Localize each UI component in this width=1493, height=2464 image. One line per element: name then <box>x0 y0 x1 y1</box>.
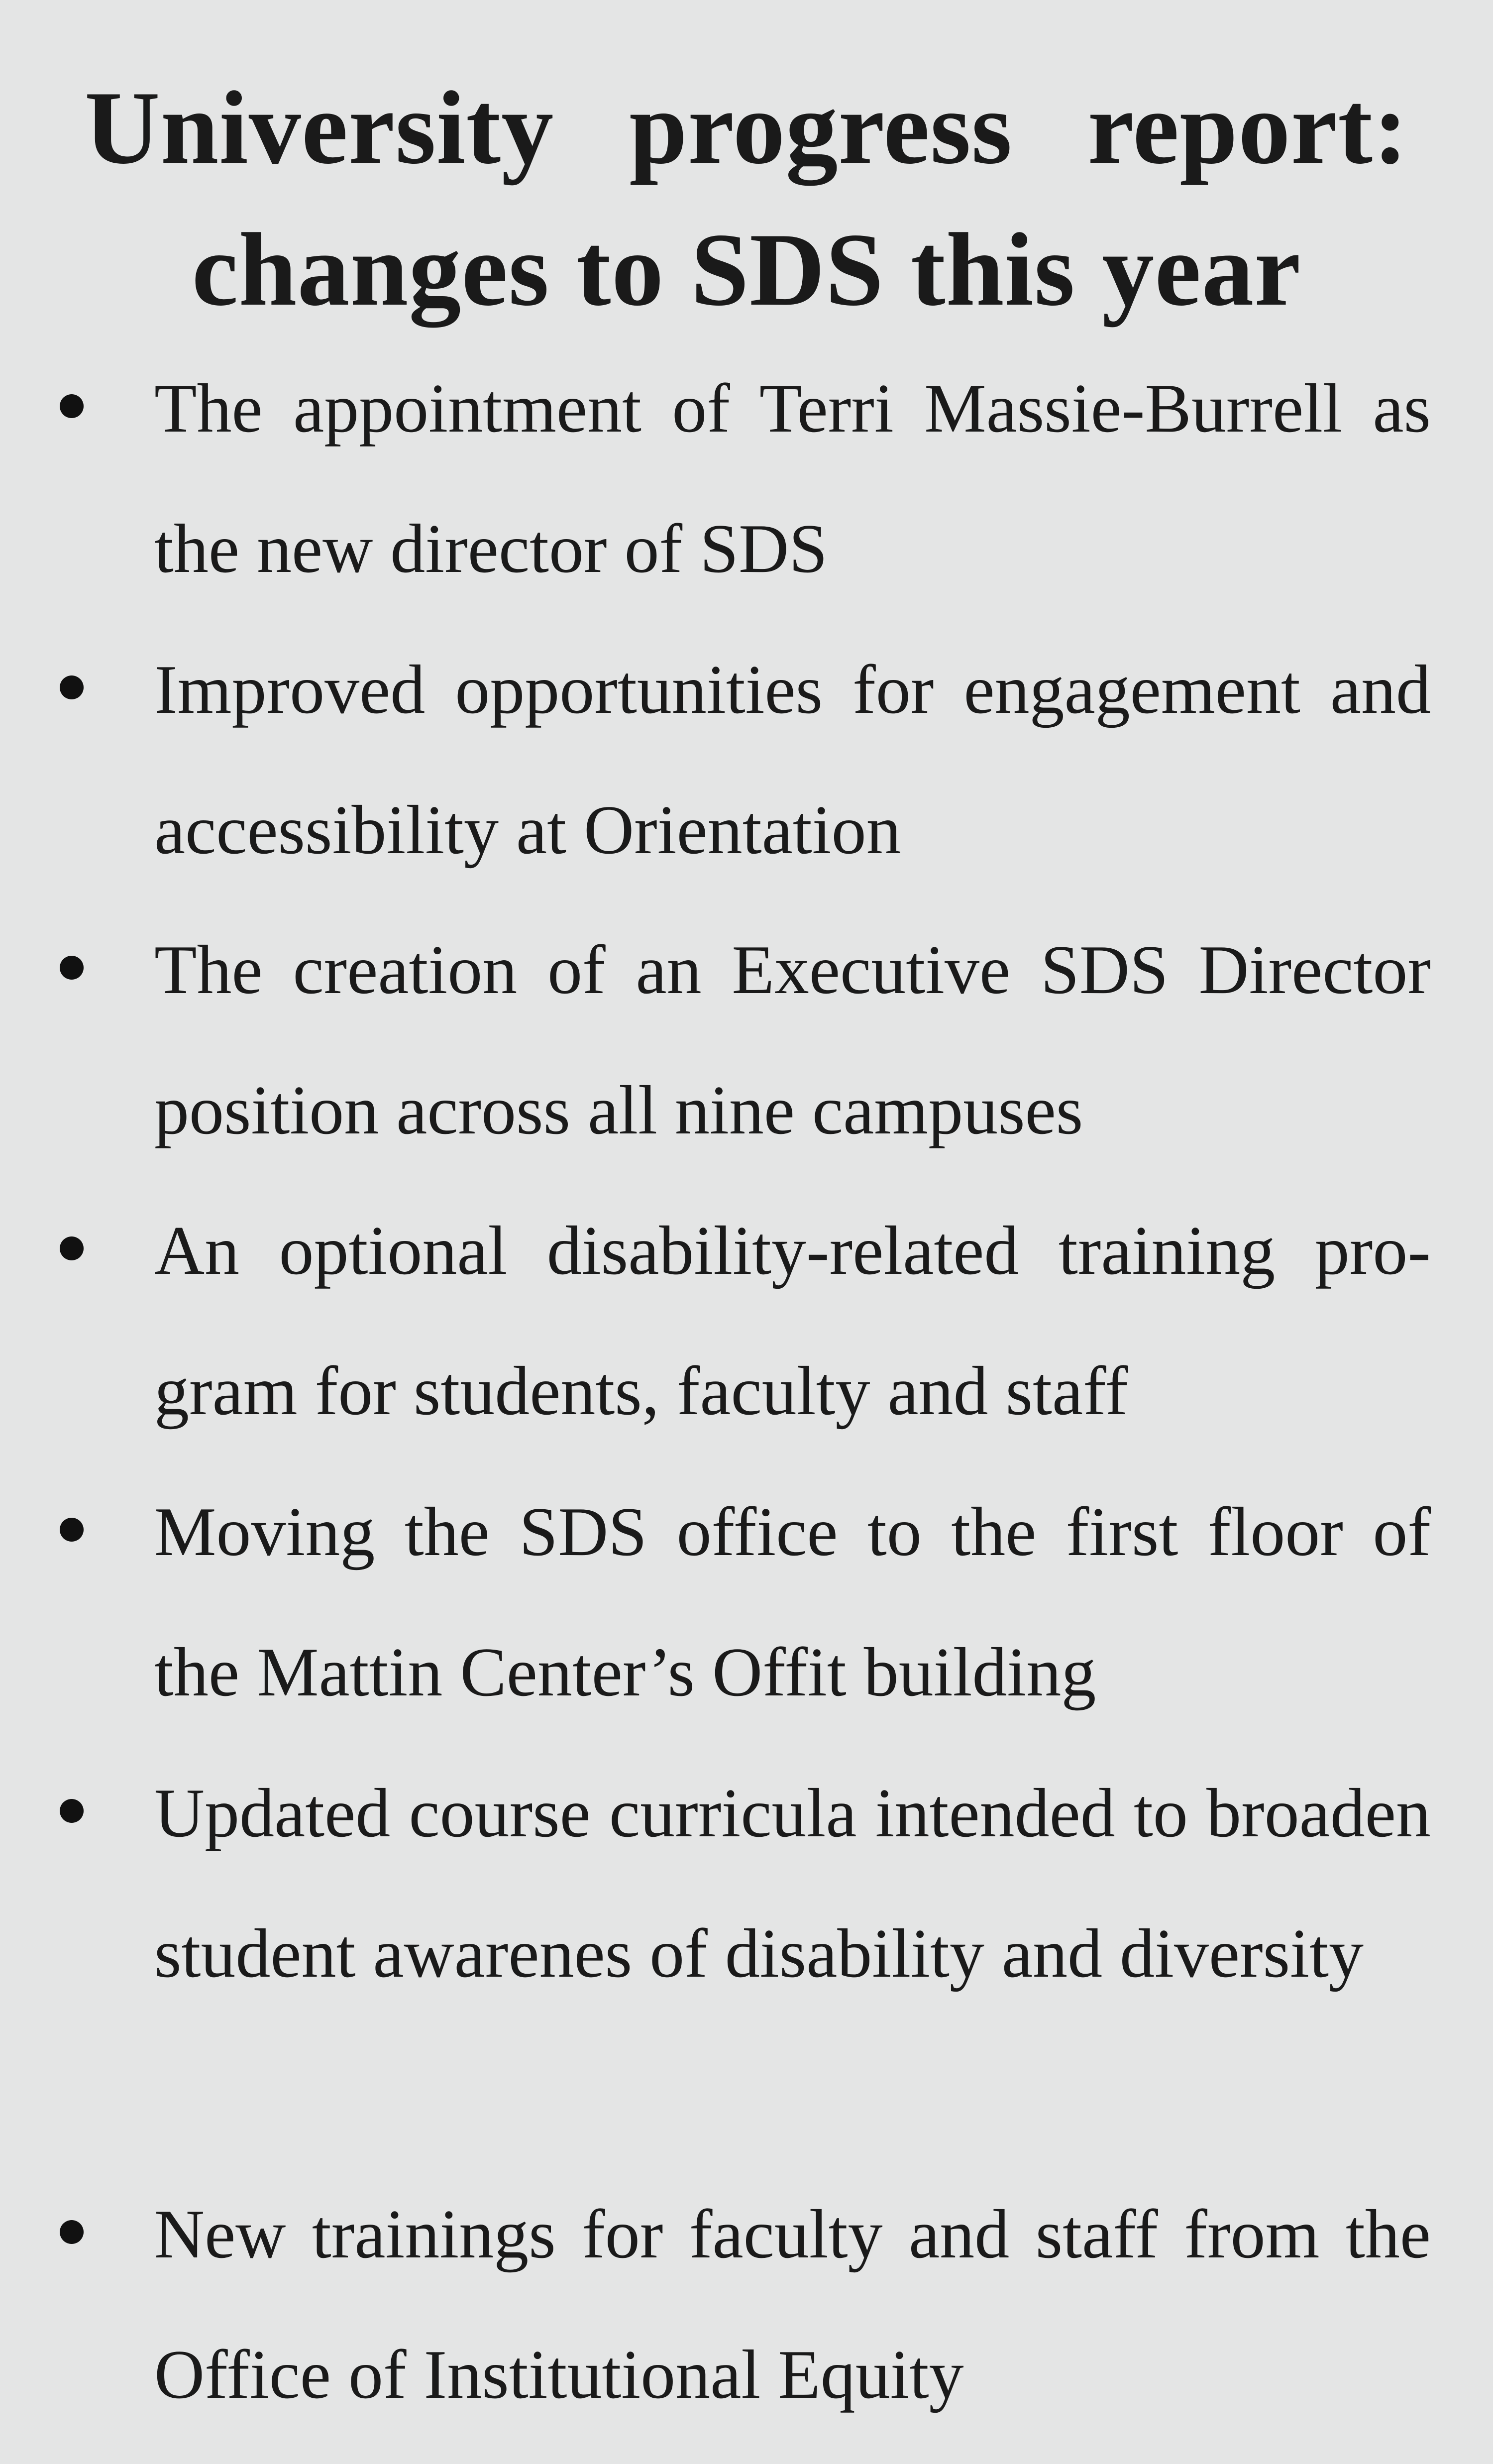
list-item <box>154 338 1431 619</box>
list-item <box>154 1743 1431 2024</box>
list-item <box>154 620 1431 900</box>
bullet-icon <box>60 394 84 418</box>
list-item <box>154 900 1431 1181</box>
report-title: University progress report: changes to SDS this year <box>85 70 1408 328</box>
list-item-text: Updated course curricula intended to broaden student awarenes of disability and diversity <box>154 1775 1431 1992</box>
list-item-text: The appointment of Terri Massie-Burrell as the new director of SDS <box>154 370 1431 587</box>
list-item <box>154 1462 1431 1743</box>
bullet-icon <box>60 675 84 699</box>
list-item <box>154 1181 1431 1461</box>
list-item-text: Improved opportunities for engagement and accessibility at Orientation <box>154 651 1431 869</box>
bullet-icon <box>60 1236 84 1260</box>
list-item-text: An optional disability-related training program for students, faculty and staff <box>154 1212 1431 1430</box>
list-item-text: New trainings for faculty and staff from the Office of Institutional Equity <box>154 2196 1431 2413</box>
bullet-icon <box>60 1799 84 1823</box>
bullet-icon <box>60 2220 84 2244</box>
list-item <box>154 2164 1431 2445</box>
bullet-icon <box>60 1518 84 1542</box>
list-item-text: The creation of an Executive SDS Director position across all nine campuses <box>154 931 1431 1149</box>
bullet-icon <box>60 956 84 980</box>
list-item-text: Moving the SDS office to the first floor of the Mattin Center’s Offit building <box>154 1493 1431 1711</box>
